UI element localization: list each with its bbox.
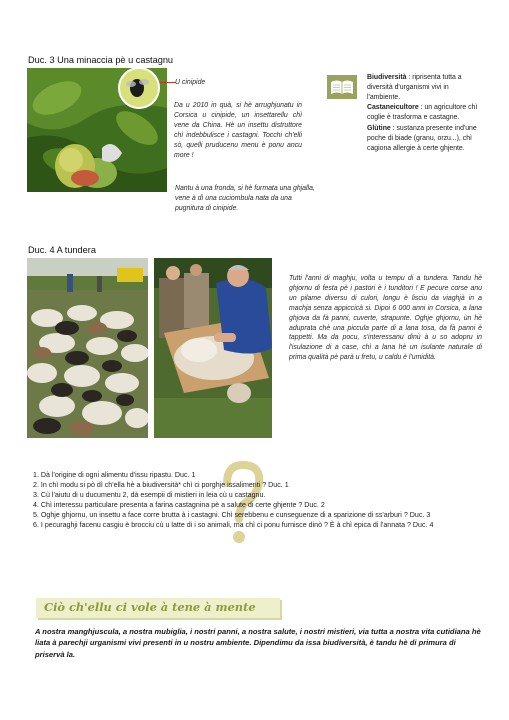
doc3-title: Duc. 3 Una minaccia pè u castagnu	[28, 55, 174, 65]
glossary-term: Biudiversità	[367, 74, 407, 81]
chestnut-gall-photo	[27, 68, 167, 192]
doc4-title: Duc. 4 A tundera	[28, 245, 96, 255]
glossary-term: Castaneicultore	[367, 104, 419, 112]
remember-title: Ciò ch'ellu ci vole à tene à mente	[44, 600, 256, 614]
question-item: 1. Dà l'origine di ogni alimentu d'issu ripastu. Duc. 1	[33, 471, 196, 479]
gall-caption: Nantu à una fronda, si hè furmata una ghjalla, vene à dì una cuciombula nata da una pugnitura di cinipide.	[175, 185, 315, 212]
glossary	[367, 73, 482, 154]
question-item: 5. Oghje ghjornu, un insettu a face corre brutta à i castagni. Chì serebbenu e cunseguenze di a sparizione di ss'arburi ? Duc. 3	[33, 511, 431, 520]
question-item: 3. Cù l'aiutu di u ducumentu 2, dà esempii di mistieri in leia cù u castagnu.	[33, 491, 266, 500]
sheep-flock-photo	[27, 258, 148, 438]
question-item: 6. I pecuraghji facenu casgiu è brocciu cù u latte di i so animali, ma chì ci ponu furnisce dinò ? È à chì epica di l'annata ? Duc. 4	[33, 521, 434, 530]
glossary-term: Glùtine	[367, 124, 391, 132]
remember-title-box	[36, 598, 280, 618]
remember-text: A nostra manghjuscula, a nostra mubiglia, i nostri panni, a nostra salute, i nostri mistieri, via tutta a nostra vita cutidiana hè liata à parechji urganismi vivi presenti in u nostru ambiente. Dipendimu da issa biudiversità, è tandu hè di primura di priservà la.	[35, 627, 481, 659]
glossary-entry	[367, 103, 482, 123]
glossary-definition: : un agricultore chì coglie è trasforma e castagne.	[367, 104, 478, 122]
tundera-paragraph: Tutti l'anni di maghju, volta u tempu di a tundera. Tandu hè ghjornu di festa pè i pastori è i tunditori ! E pecure corse anu un pilame diversu di culori, longu è lisciu da viaghjà in a machja senza appiccicà si. Dipoi 6 000 anni in Corsica, a lana ghjova da fà panni, cuverte, strapunte. Oghje ghjornu, ùn hè aduprata chè una piccula parte di a lana tosa, da fà panni è tappetti. Ma da pocu, s'interessanu dinù à u so adopru in l'isulazione di a case, chì a lana hè un isulante naturale di prima qualità pè parà u fretu, u caldu è l'umidità.	[289, 275, 482, 362]
sheep-shearing-photo	[154, 258, 272, 438]
glossary-definition: : sustanza presente ind'une poche di biade (granu, orzu...), chì cagiona allergie à certe ghjente.	[367, 124, 477, 152]
glossary-entry	[367, 73, 482, 102]
cinipide-paragraph: Da u 2010 in quà, si hè arrughjunatu in Corsica u cinipide, un insettarellu chì vene da China. Hè un insettu distruttore chì indebbulisce i castagni. Tocchi ch'elli sò, quelli pruducenu menu è ponu ancu more !	[174, 102, 302, 159]
glossary-entry	[367, 124, 482, 153]
open-book-icon	[327, 75, 357, 99]
callout-line	[160, 82, 176, 83]
question-item: 4. Chì interessu particulare presenta a farina castagnina pè a salute di certe ghjente ? Duc. 2	[33, 501, 325, 510]
questions-list	[33, 470, 483, 531]
cinipide-label: U cinipide	[175, 79, 206, 86]
glossary-definition: : riprisenta tutta a diversità d'urganismi vivi in l'ambiente.	[367, 74, 462, 101]
question-item: 2. In chì modu si pò dì ch'ella hè a biudiversità* chì ci porghje issalimenti ? Duc. 1	[33, 481, 289, 490]
